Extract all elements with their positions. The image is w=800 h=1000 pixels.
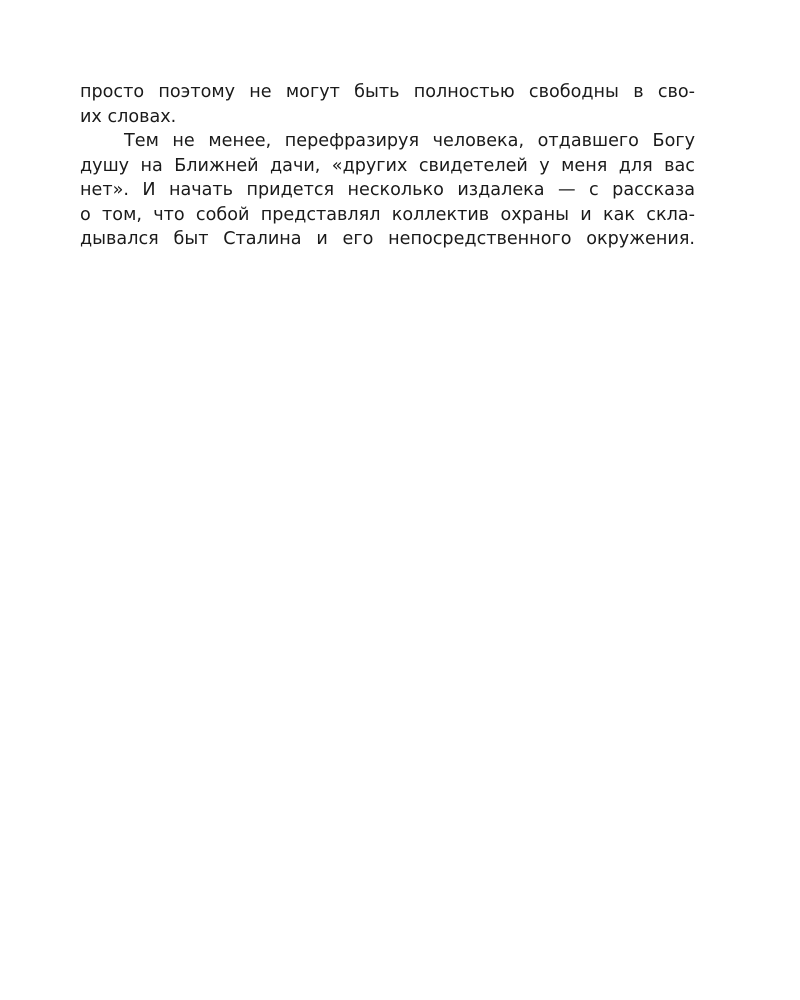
paragraph-2 [80,129,695,252]
body-text [80,80,695,252]
text-line: душу на Ближней дачи, «других свидетелей у меня для вас [80,155,695,176]
text-line: их словах. [80,106,177,127]
text-line: о том, что собой представлял коллектив охраны и как скла- [80,204,695,225]
paragraph-1 [80,80,695,129]
text-line: Тем не менее, перефразируя человека, отдавшего Богу [124,131,695,151]
text-line: просто поэтому не могут быть полностью свободны в сво- [80,82,695,102]
text-line: дывался быт Сталина и его непосредственного окружения. [80,229,695,249]
text-line: нет». И начать придется несколько издалека — с рассказа [80,180,695,200]
